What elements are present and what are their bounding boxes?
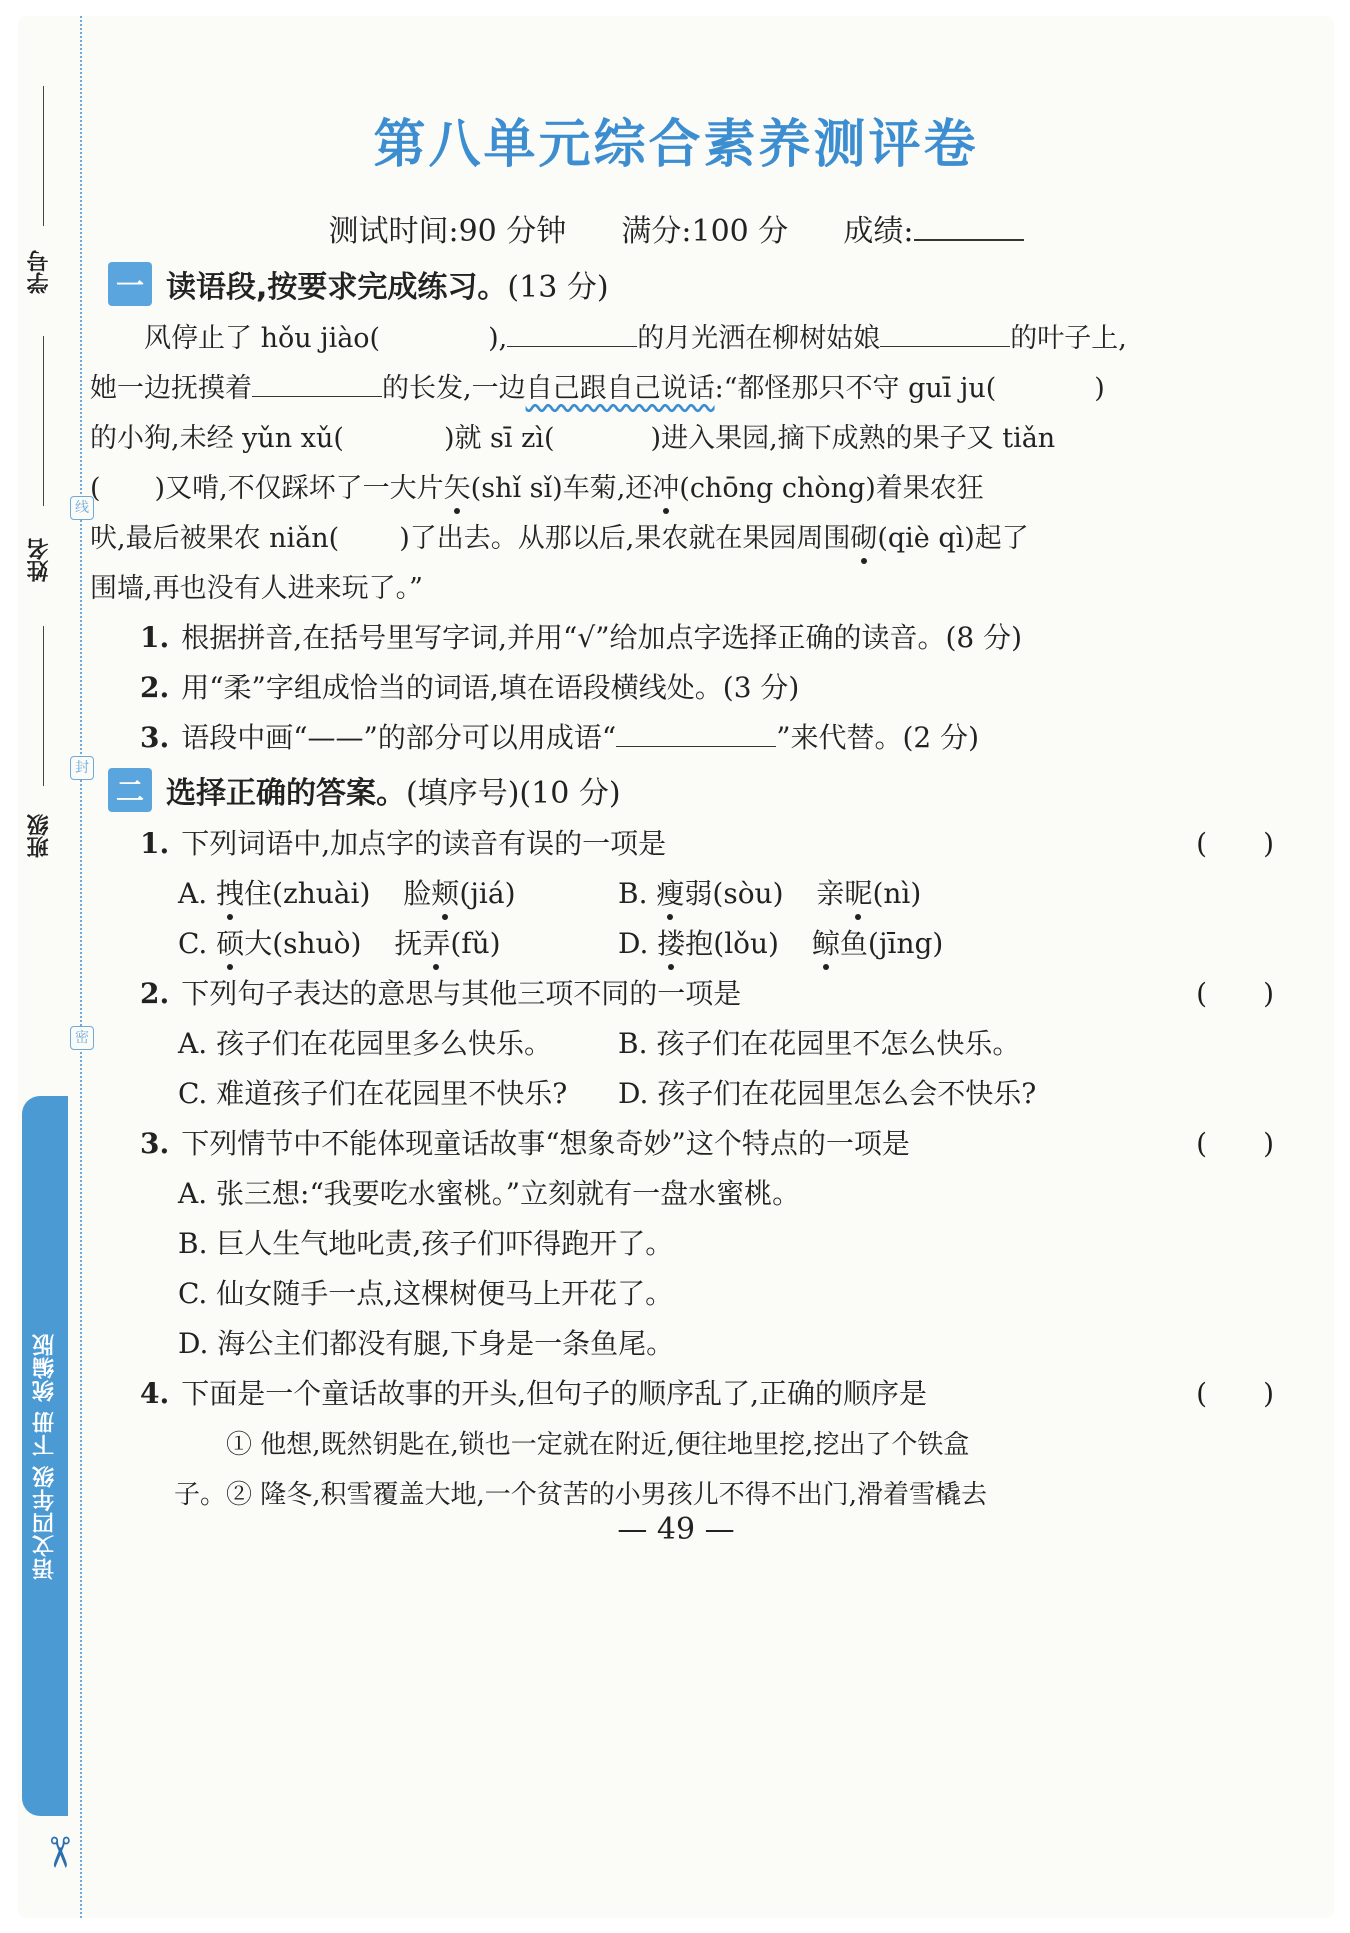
- s2-q4-answer-paren[interactable]: ( ): [1196, 1377, 1274, 1410]
- s1-question-1: 1. 根据拼音,在括号里写字词,并用“√”给加点字选择正确的读音。(8 分): [140, 621, 1023, 654]
- test-meta: [18, 206, 1334, 250]
- worksheet-page: [18, 16, 1334, 1918]
- cut-mark-xian: 线: [70, 496, 94, 520]
- score-blank[interactable]: [914, 213, 1024, 241]
- cut-mark-mi: 密: [70, 1026, 94, 1050]
- underlined-phrase: 自己跟自己说话: [525, 373, 715, 404]
- s2-q2-option-a[interactable]: A. 孩子们在花园里多么快乐。: [178, 1027, 553, 1060]
- passage-line-3: 的小狗,未经 yǔn xǔ( )就 sī zì( )进入果园,摘下成熟的果子又 tiǎn: [90, 423, 1056, 454]
- s1-question-2: 2. 用“柔”字组成恰当的词语,填在语段横线处。(3 分): [140, 671, 800, 704]
- s2-q2-option-d[interactable]: D. 孩子们在花园里怎么会不快乐?: [618, 1077, 1037, 1110]
- test-time: 测试时间:90 分钟: [328, 214, 567, 249]
- passage-blank-2[interactable]: [880, 322, 1010, 347]
- passage-line-6: 围墙,再也没有人进来玩了。”: [90, 573, 423, 604]
- passage-line-5: 吠,最后被果农 niǎn( )了出去。从那以后,果农就在果园周围砌(qiè qì)起了: [90, 523, 1029, 554]
- passage-line-4: ( )又啃,不仅踩坏了一大片矢(shǐ sǐ)车菊,还冲(chōng chòng)着果农狂: [90, 473, 984, 504]
- s2-q4-sentences-line-2: 子。② 隆冬,积雪覆盖大地,一个贫苦的小男孩儿不得不出门,滑着雪橇去: [174, 1480, 988, 1510]
- section-1-index: 一: [108, 262, 152, 306]
- s1-question-3: 3. 语段中画“——”的部分可以用成语“ ”来代替。(2 分): [140, 721, 980, 754]
- s2-question-4: 4. 下面是一个童话故事的开头,但句子的顺序乱了,正确的顺序是: [140, 1377, 928, 1410]
- s2-q1-option-c[interactable]: C. 硕大(shuò) 抚弄(fǔ): [178, 927, 501, 960]
- passage-blank-3[interactable]: [252, 372, 382, 397]
- section-1-score: (13 分): [507, 270, 609, 305]
- student-no-label: 学号: [27, 250, 52, 294]
- s2-q2-option-b[interactable]: B. 孩子们在花园里不怎么快乐。: [618, 1027, 1021, 1060]
- section-2-heading: [108, 768, 621, 812]
- idiom-blank[interactable]: [616, 722, 776, 747]
- section-1-title: 读语段,按要求完成练习。: [166, 270, 508, 305]
- s2-question-1: 1. 下列词语中,加点字的读音有误的一项是: [140, 827, 667, 860]
- name-line: [43, 336, 44, 506]
- s2-q3-option-b[interactable]: B. 巨人生气地叱责,孩子们吓得跑开了。: [178, 1227, 674, 1260]
- s2-q1-option-b[interactable]: B. 瘦弱(sòu) 亲昵(nì): [618, 877, 922, 910]
- book-series-strip: 语文四年级 下册 统编版: [22, 1096, 68, 1816]
- full-score: 满分:100 分: [621, 214, 789, 249]
- binding-margin: [18, 16, 88, 1918]
- passage-blank-1[interactable]: [507, 322, 637, 347]
- class-label: 班级: [27, 814, 52, 858]
- s2-q2-option-c[interactable]: C. 难道孩子们在花园里不快乐?: [178, 1077, 568, 1110]
- s2-q3-option-c[interactable]: C. 仙女随手一点,这棵树便马上开花了。: [178, 1277, 674, 1310]
- class-line: [43, 626, 44, 786]
- passage-line-1: 风停止了 hǒu jiào( ), 的月光洒在柳树姑娘 的叶子上,: [144, 323, 1127, 354]
- scissors-icon: ✂: [35, 1834, 85, 1871]
- s2-q1-answer-paren[interactable]: ( ): [1196, 827, 1274, 860]
- s2-q4-sentences-line-1: ① 他想,既然钥匙在,锁也一定就在附近,便往地里挖,挖出了个铁盒: [226, 1430, 970, 1460]
- section-1-heading: [108, 262, 609, 306]
- s2-q3-option-d[interactable]: D. 海公主们都没有腿,下身是一条鱼尾。: [178, 1327, 675, 1360]
- page-number: — 49 —: [617, 1512, 735, 1547]
- s2-q1-option-a[interactable]: A. 拽住(zhuài) 脸颊(jiá): [178, 877, 516, 910]
- section-2-score: (填序号)(10 分): [406, 776, 621, 811]
- name-label: 姓名: [27, 538, 52, 582]
- s2-q3-option-a[interactable]: A. 张三想:“我要吃水蜜桃。”立刻就有一盘水蜜桃。: [178, 1177, 801, 1210]
- s2-question-2: 2. 下列句子表达的意思与其他三项不同的一项是: [140, 977, 742, 1010]
- passage-line-2: 她一边抚摸着 的长发,一边自己跟自己说话:“都怪那只不守 guī ju( ): [90, 373, 1105, 404]
- s2-q1-option-d[interactable]: D. 搂抱(lǒu) 鲸鱼(jīng): [618, 927, 944, 960]
- s2-q3-answer-paren[interactable]: ( ): [1196, 1127, 1274, 1160]
- s2-q2-answer-paren[interactable]: ( ): [1196, 977, 1274, 1010]
- cut-mark-feng: 封: [70, 756, 94, 780]
- score-label: 成绩:: [843, 214, 914, 249]
- section-2-title: 选择正确的答案。: [166, 776, 406, 811]
- page-title: 第八单元综合素养测评卷: [373, 115, 979, 175]
- section-2-index: 二: [108, 768, 152, 812]
- s2-question-3: 3. 下列情节中不能体现童话故事“想象奇妙”这个特点的一项是: [140, 1127, 910, 1160]
- cut-dotted-line: [80, 16, 82, 1918]
